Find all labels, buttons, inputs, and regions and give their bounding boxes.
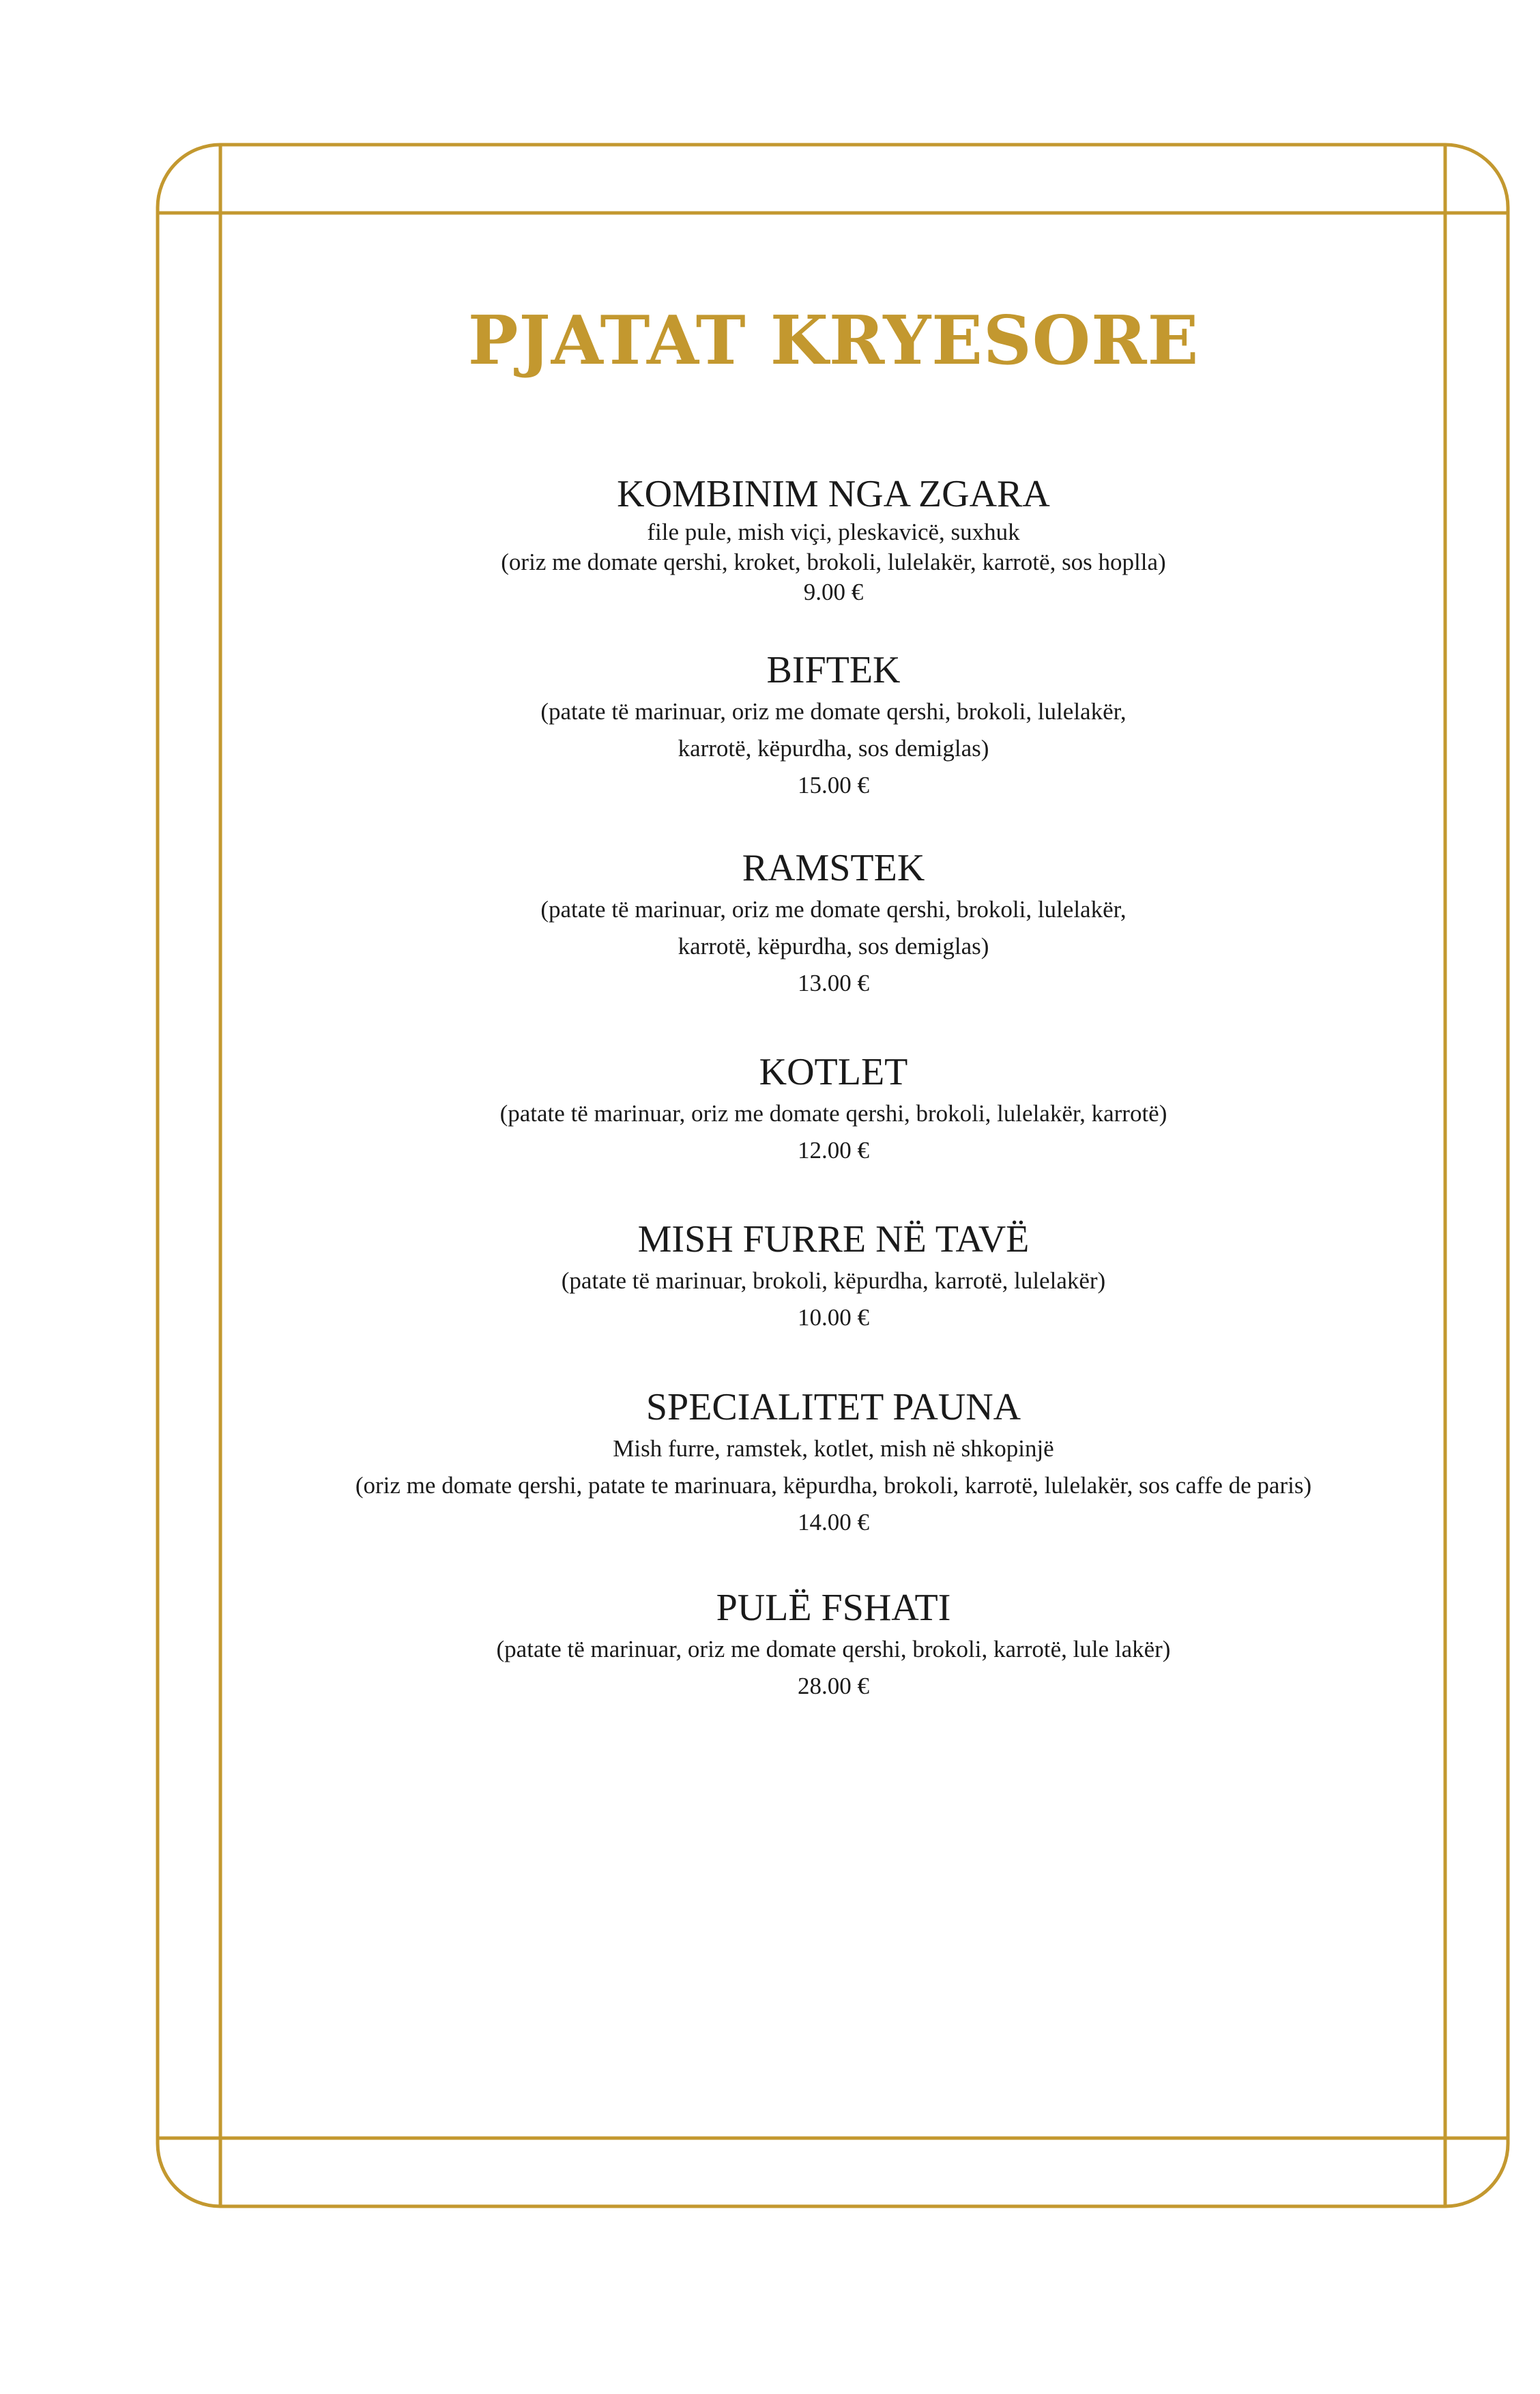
menu-item-pule-fshati [220,1585,1447,1705]
menu-item-specialitet-pauna [220,1384,1447,1541]
menu-item-kombinim-nga-zgara [220,471,1447,607]
menu-item-name: MISH FURRE NË TAVË [637,1218,1030,1260]
menu-item-mish-furre-ne-tave [220,1216,1447,1336]
menu-item-name: SPECIALITET PAUNA [645,1386,1021,1428]
menu-item-description: Mish furre, ramstek, kotlet, mish në shkopinjë [613,1435,1054,1462]
menu-item-description: (patate të marinuar, brokoli, këpurdha, karrotë, lulelakër) [561,1267,1106,1294]
menu-item-ramstek [220,845,1447,1002]
menu-item-price: 12.00 € [798,1137,869,1164]
menu-item-price: 28.00 € [798,1673,869,1699]
menu-item-description: karrotë, këpurdha, sos demiglas) [678,933,989,960]
menu-item-name: KOMBINIM NGA ZGARA [617,473,1050,515]
menu-item-name: RAMSTEK [742,847,925,889]
menu-item-description: (patate të marinuar, oriz me domate qershi, brokoli, lulelakër, karrotë) [499,1100,1167,1127]
menu-item-description: (patate të marinuar, oriz me domate qershi, brokoli, lulelakër, [540,896,1127,923]
menu-item-description: file pule, mish viçi, pleskavicë, suxhuk [647,519,1020,545]
menu-item-description: (oriz me domate qershi, patate te marinuara, këpurdha, brokoli, karrotë, lulelakër, sos caffe de paris) [355,1472,1312,1499]
menu-item-price: 15.00 € [798,772,869,798]
menu-item-name: BIFTEK [766,649,901,691]
menu-item-biftek [220,647,1447,804]
page-title: PJATAT KRYESORE [467,302,1200,380]
menu-item-name: KOTLET [759,1051,908,1093]
menu-item-description: (patate të marinuar, oriz me domate qershi, brokoli, lulelakër, [540,698,1127,725]
menu-item-description: (oriz me domate qershi, kroket, brokoli, lulelakër, karrotë, sos hoplla) [501,549,1166,575]
menu-item-kotlet [220,1049,1447,1169]
menu-item-name: PULË FSHATI [716,1587,951,1629]
frame-outer-border [158,145,1508,2206]
menu-item-description: karrotë, këpurdha, sos demiglas) [678,735,989,762]
menu-item-description: (patate të marinuar, oriz me domate qershi, brokoli, karrotë, lule lakër) [496,1636,1171,1662]
menu-item-price: 10.00 € [798,1304,869,1331]
menu-item-price: 9.00 € [803,579,864,605]
menu-item-price: 13.00 € [798,970,869,996]
menu-item-price: 14.00 € [798,1509,869,1535]
